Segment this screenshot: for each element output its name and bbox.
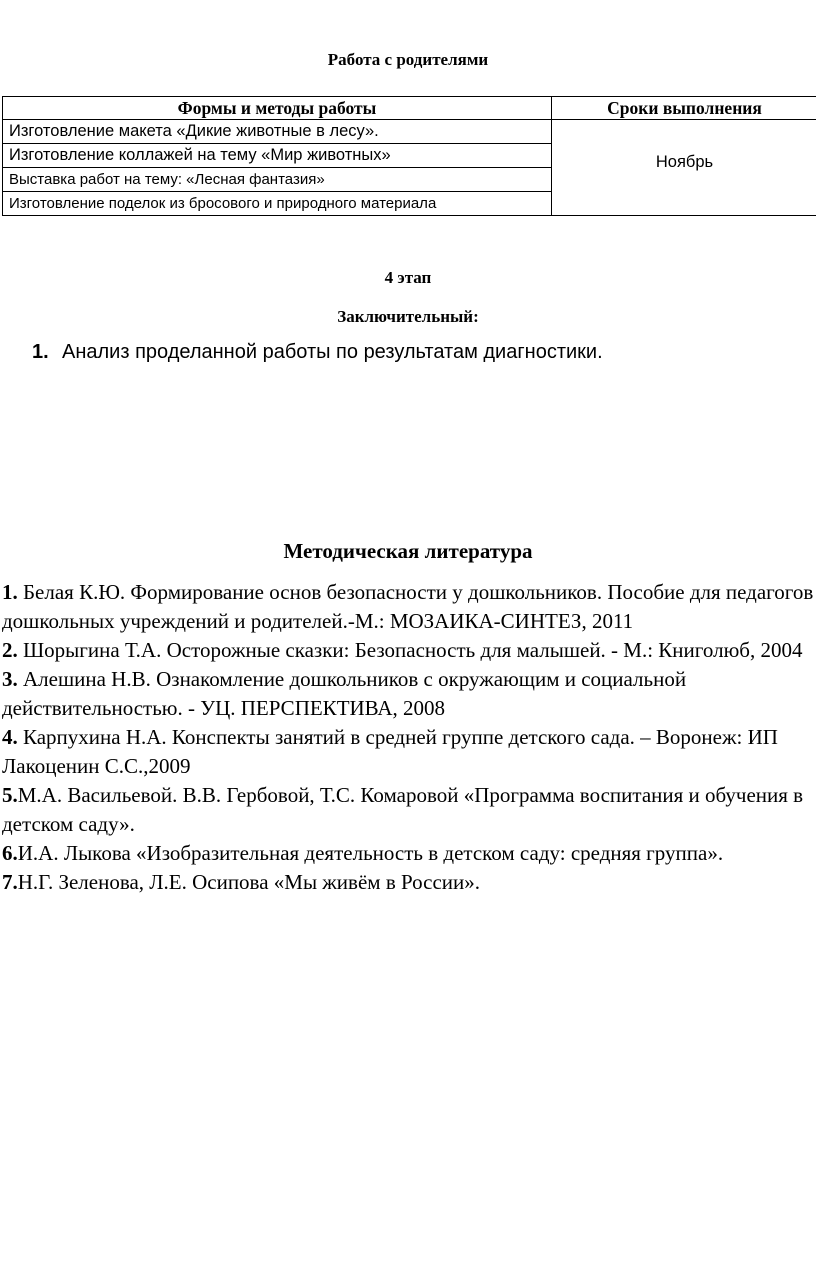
literature-item-number: 6. (2, 841, 18, 865)
literature-item-number: 4. (2, 725, 18, 749)
column-header-forms: Формы и методы работы (3, 97, 552, 120)
table-row (3, 120, 816, 144)
list-item-text: Анализ проделанной работы по результатам диагностики. (62, 341, 603, 363)
list-item-number: 1. (32, 341, 49, 363)
parent-work-table (2, 96, 816, 216)
literature-item (2, 781, 814, 839)
table-cell-form: Изготовление поделок из бросового и природного материала (3, 192, 552, 216)
page-title: Работа с родителями (327, 50, 489, 69)
literature-item (2, 665, 814, 723)
table-cell-form: Выставка работ на тему: «Лесная фантазия» (3, 168, 552, 192)
literature-heading: Методическая литература (283, 539, 533, 563)
literature-item-number: 7. (2, 870, 18, 894)
literature-item-text: М.А. Васильевой. В.В. Гербовой, Т.С. Комаровой «Программа воспитания и обучения в детском саду». (2, 783, 804, 836)
literature-item-number: 2. (2, 638, 18, 662)
literature-item (2, 723, 814, 781)
literature-item-number: 3. (2, 667, 18, 691)
literature-item-number: 1. (2, 580, 18, 604)
table-cell-form: Изготовление коллажей на тему «Мир животных» (3, 144, 552, 168)
literature-item (2, 839, 814, 868)
table-header-row (3, 97, 816, 120)
literature-list (2, 578, 814, 897)
stage-list-item (32, 341, 603, 364)
literature-item (2, 868, 814, 897)
stage-number-heading: 4 этап (384, 268, 432, 287)
literature-item-text: И.А. Лыкова «Изобразительная деятельность в детском саду: средняя группа». (17, 841, 724, 865)
column-header-deadline: Сроки выполнения (552, 97, 816, 120)
literature-item-text: Карпухина Н.А. Конспекты занятий в средней группе детского сада. – Воронеж: ИП Лакоценин С.С.,2009 (2, 725, 778, 778)
table-cell-form: Изготовление макета «Дикие животные в лесу». (3, 120, 552, 144)
literature-item-text: Белая К.Ю. Формирование основ безопасности у дошкольников. Пособие для педагогов дошкольных учреждений и родителей.-М.: МОЗАИКА-СИНТЕЗ, 2011 (2, 580, 814, 633)
literature-item (2, 578, 814, 636)
literature-item-text: Н.Г. Зеленова, Л.Е. Осипова «Мы живём в России». (17, 870, 481, 894)
stage-name-heading: Заключительный: (337, 307, 479, 326)
literature-item-text: Шорыгина Т.А. Осторожные сказки: Безопасность для малышей. - М.: Книголюб, 2004 (17, 638, 803, 662)
literature-item (2, 636, 814, 665)
table-cell-deadline: Ноябрь (552, 120, 816, 216)
literature-item-number: 5. (2, 783, 18, 807)
literature-item-text: Алешина Н.В. Ознакомление дошкольников с окружающим и социальной действительностью. - УЦ. ПЕРСПЕКТИВА, 2008 (2, 667, 687, 720)
